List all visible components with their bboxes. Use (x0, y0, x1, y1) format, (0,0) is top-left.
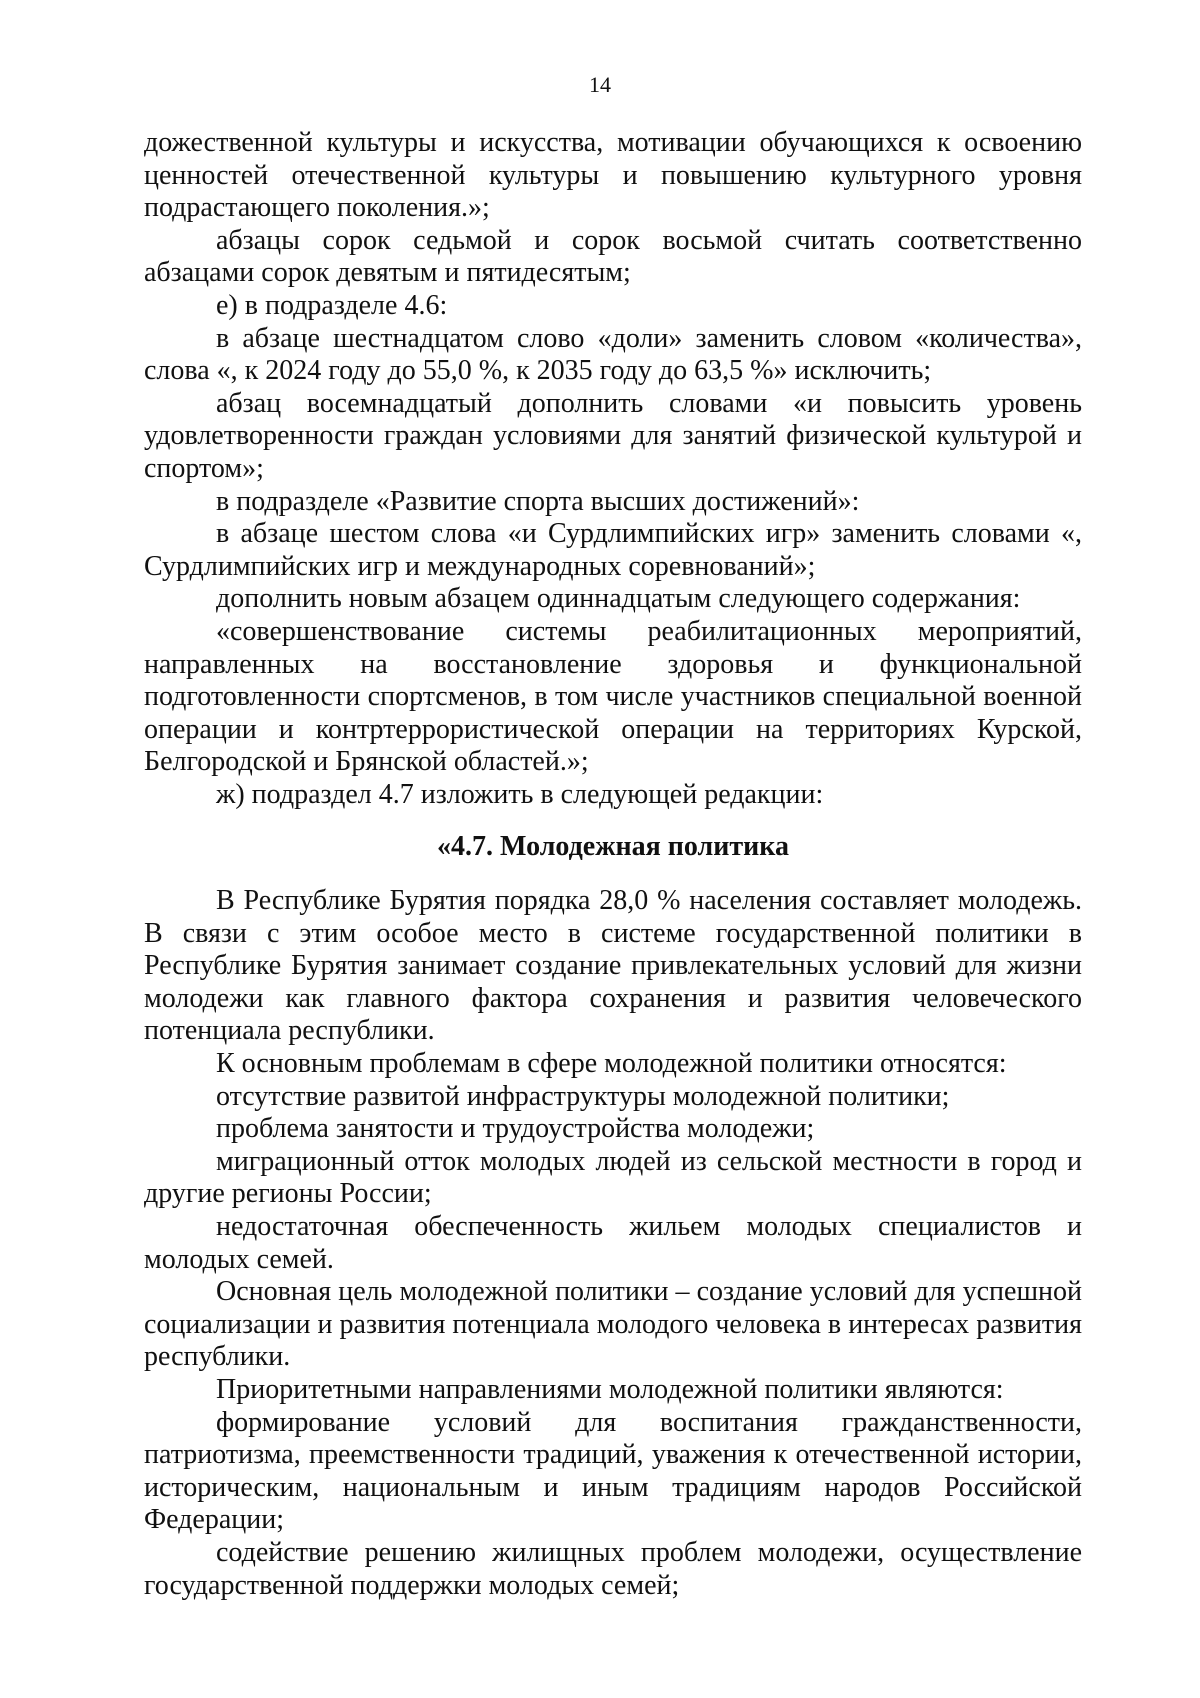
paragraph: в абзаце шестнадцатом слово «доли» заменить словом «количества», слова «, к 2024 году до 55,0 %, к 2035 году до 63,5 %» исключить; (144, 322, 1082, 387)
paragraph: «совершенствование системы реабилитационных мероприятий, направленных на восстановление здоровья и функциональной подготовленности спортсменов, в том числе участников специальной военной операции и контртеррористической операции на территориях Курской, Белгородской и Брянской областей.»; (144, 615, 1082, 778)
document-body (144, 127, 1082, 1602)
page-number: 14 (589, 72, 611, 97)
list-item: отсутствие развитой инфраструктуры молодежной политики; (216, 1080, 950, 1112)
list-item: миграционный отток молодых людей из сельской местности в город и другие регионы России; (144, 1145, 1082, 1210)
paragraph: В Республике Бурятия порядка 28,0 % населения составляет молодежь. В связи с этим особое место в системе государственной политики в Республике Бурятия занимает создание привлекательных условий для жизни молодежи как главного фактора сохранения и развития человеческого потенциала республики. (144, 885, 1082, 1047)
paragraph: в подразделе «Развитие спорта высших достижений»: (216, 485, 860, 517)
list-item: недостаточная обеспеченность жильем молодых специалистов и молодых семей. (144, 1211, 1082, 1275)
paragraph: дополнить новым абзацем одиннадцатым следующего содержания: (216, 583, 1021, 615)
paragraph-continuation: дожественной культуры и искусства, мотивации обучающихся к освоению ценностей отечественной культуры и повышению культурного уровня подрастающего поколения.»; (144, 127, 1082, 224)
paragraph: е) в подразделе 4.6: (216, 289, 448, 321)
paragraph: в абзаце шестом слова «и Сурдлимпийских игр» заменить словами «, Сурдлимпийских игр и международных соревнований»; (144, 518, 1082, 582)
list-item: проблема занятости и трудоустройства молодежи; (216, 1113, 815, 1145)
paragraph: К основным проблемам в сфере молодежной политики относятся: (216, 1048, 1007, 1080)
list-item: формирование условий для воспитания гражданственности, патриотизма, преемственности традиций, уважения к отечественной истории, историческим, национальным и иным традициям народов Российской Федерации; (144, 1406, 1082, 1536)
paragraph: абзацы сорок седьмой и сорок восьмой считать соответственно абзацами сорок девятым и пятидесятым; (144, 224, 1082, 289)
section-heading: «4.7. Молодежная политика (437, 831, 789, 863)
paragraph: Основная цель молодежной политики – создание условий для успешной социализации и развития потенциала молодого человека в интересах развития республики. (144, 1276, 1082, 1373)
paragraph: Приоритетными направлениями молодежной политики являются: (216, 1373, 1004, 1405)
paragraph: ж) подраздел 4.7 изложить в следующей редакции: (216, 778, 824, 810)
paragraph: абзац восемнадцатый дополнить словами «и повысить уровень удовлетворенности граждан условиями для занятий физической культурой и спортом»; (144, 387, 1082, 484)
list-item: содействие решению жилищных проблем молодежи, осуществление государственной поддержки молодых семей; (144, 1536, 1082, 1601)
